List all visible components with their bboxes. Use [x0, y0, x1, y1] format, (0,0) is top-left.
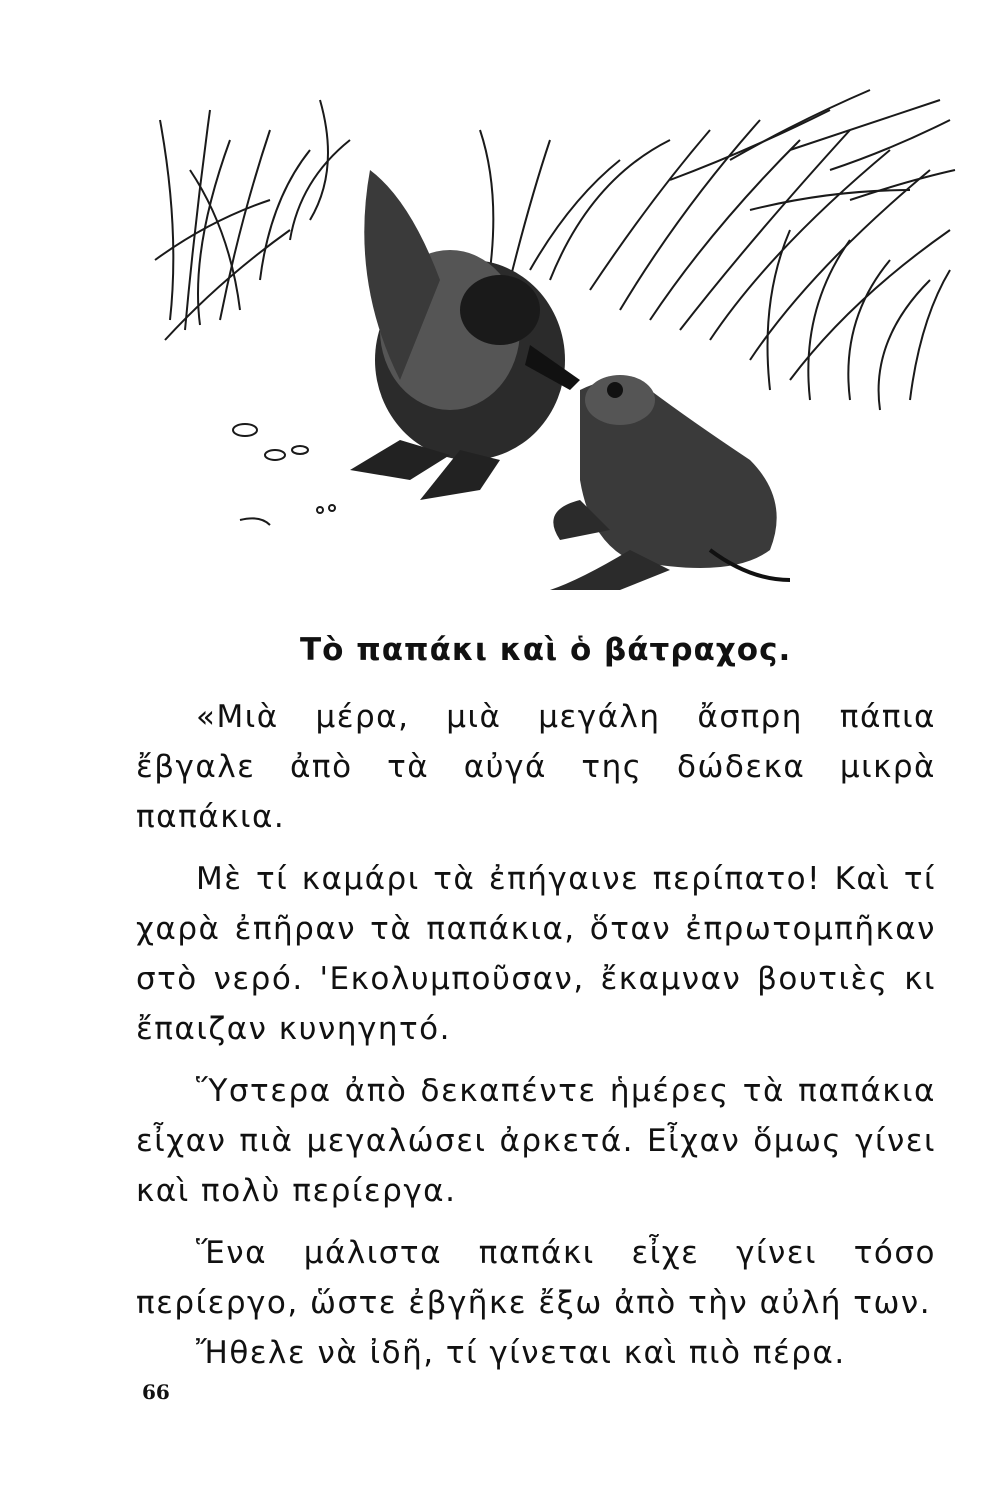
story-text	[136, 692, 936, 1378]
paragraph-4: Ἕνα μάλιστα παπάκι εἶχε γίνει τόσο περίεργο, ὥστε ἐβγῆκε ἔξω ἀπὸ τὴν αὐλή των.	[136, 1235, 936, 1321]
paragraph-5: Ἤθελε νὰ ἰδῆ, τί γίνεται καὶ πιὸ πέρα.	[196, 1335, 846, 1371]
story-title: Τὸ παπάκι καὶ ὁ βάτραχος.	[300, 632, 792, 668]
page-number: 66	[142, 1380, 170, 1404]
paragraph-2: Μὲ τί καμάρι τὰ ἐπήγαινε περίπατο! Καὶ τί χαρὰ ἐπῆραν τὰ παπάκια, ὅταν ἐπρωτομπῆκαν στὸ νερό. 'Εκολυμποῦσαν, ἔκαμναν βουτιὲς κι ἔπαιζαν κυνηγητό.	[136, 861, 936, 1047]
paragraph-1: «Μιὰ μέρα, μιὰ μεγάλη ἄσπρη πάπια ἔβγαλε ἀπὸ τὰ αὐγά της δώδεκα μικρὰ παπάκια.	[136, 699, 936, 835]
paragraph-3: Ὕστερα ἀπὸ δεκαπέντε ἡμέρες τὰ παπάκια εἶχαν πιὰ μεγαλώσει ἀρκετά. Εἶχαν ὅμως γίνει καὶ πολὺ περίεργα.	[136, 1073, 936, 1209]
duckling-and-frog-illustration	[150, 80, 960, 610]
